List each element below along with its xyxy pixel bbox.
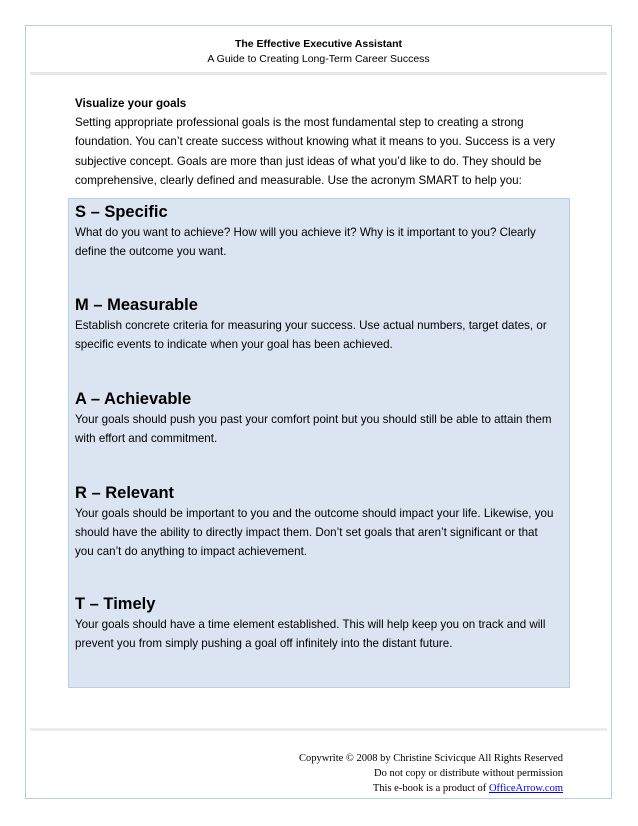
smart-item-achievable <box>75 388 559 449</box>
smart-description: Your goals should be important to you and the outcome should impact your life. Likewise, you should have the ability to directly impact them. Don’t set goals that aren’t significant or that you can’t do anything to impact achievement. <box>75 507 554 558</box>
header-subtitle: A Guide to Creating Long-Term Career Success <box>207 53 430 65</box>
footer-divider <box>30 728 607 731</box>
permission-line: Do not copy or distribute without permission <box>374 768 563 779</box>
smart-heading: A – Achievable <box>75 390 192 408</box>
smart-description: Your goals should push you past your comfort point but you should still be able to attain them with effort and commitment. <box>75 413 552 445</box>
product-line <box>299 781 563 796</box>
product-prefix: This e-book is a product of <box>372 783 489 794</box>
smart-heading: M – Measurable <box>75 296 198 314</box>
page-header <box>25 37 612 67</box>
smart-item-relevant <box>75 482 559 561</box>
smart-description: Your goals should have a time element established. This will help keep you on track and will prevent you from simply pushing a goal off infinitely into the distant future. <box>75 618 546 650</box>
page-footer <box>299 751 563 796</box>
smart-goals-box <box>68 198 570 688</box>
smart-item-specific <box>75 201 559 262</box>
smart-heading: S – Specific <box>75 203 168 221</box>
officearrow-link[interactable]: OfficeArrow.com <box>488 783 563 794</box>
header-title: The Effective Executive Assistant <box>234 38 403 50</box>
intro-heading: Visualize your goals <box>75 97 187 110</box>
smart-item-timely <box>75 593 559 654</box>
intro-section <box>75 94 565 190</box>
smart-heading: T – Timely <box>75 595 156 613</box>
header-divider <box>30 72 607 75</box>
smart-description: What do you want to achieve? How will you achieve it? Why is it important to you? Clearly define the outcome you want. <box>75 226 536 258</box>
smart-description: Establish concrete criteria for measuring your success. Use actual numbers, target dates, or specific events to indicate when your goal has been achieved. <box>75 319 547 351</box>
copyright-line: Copywrite © 2008 by Christine Scivicque All Rights Reserved <box>298 753 563 764</box>
smart-item-measurable <box>75 294 559 355</box>
intro-paragraph: Setting appropriate professional goals is the most fundamental step to creating a strong foundation. You can’t create success without knowing what it means to you. Success is a very subjective concept. Goals are more than just ideas of what you’d like to do. They should be comprehensive, clearly defined and measurable. Use the acronym SMART to help you: <box>75 116 556 187</box>
smart-heading: R – Relevant <box>75 484 175 502</box>
